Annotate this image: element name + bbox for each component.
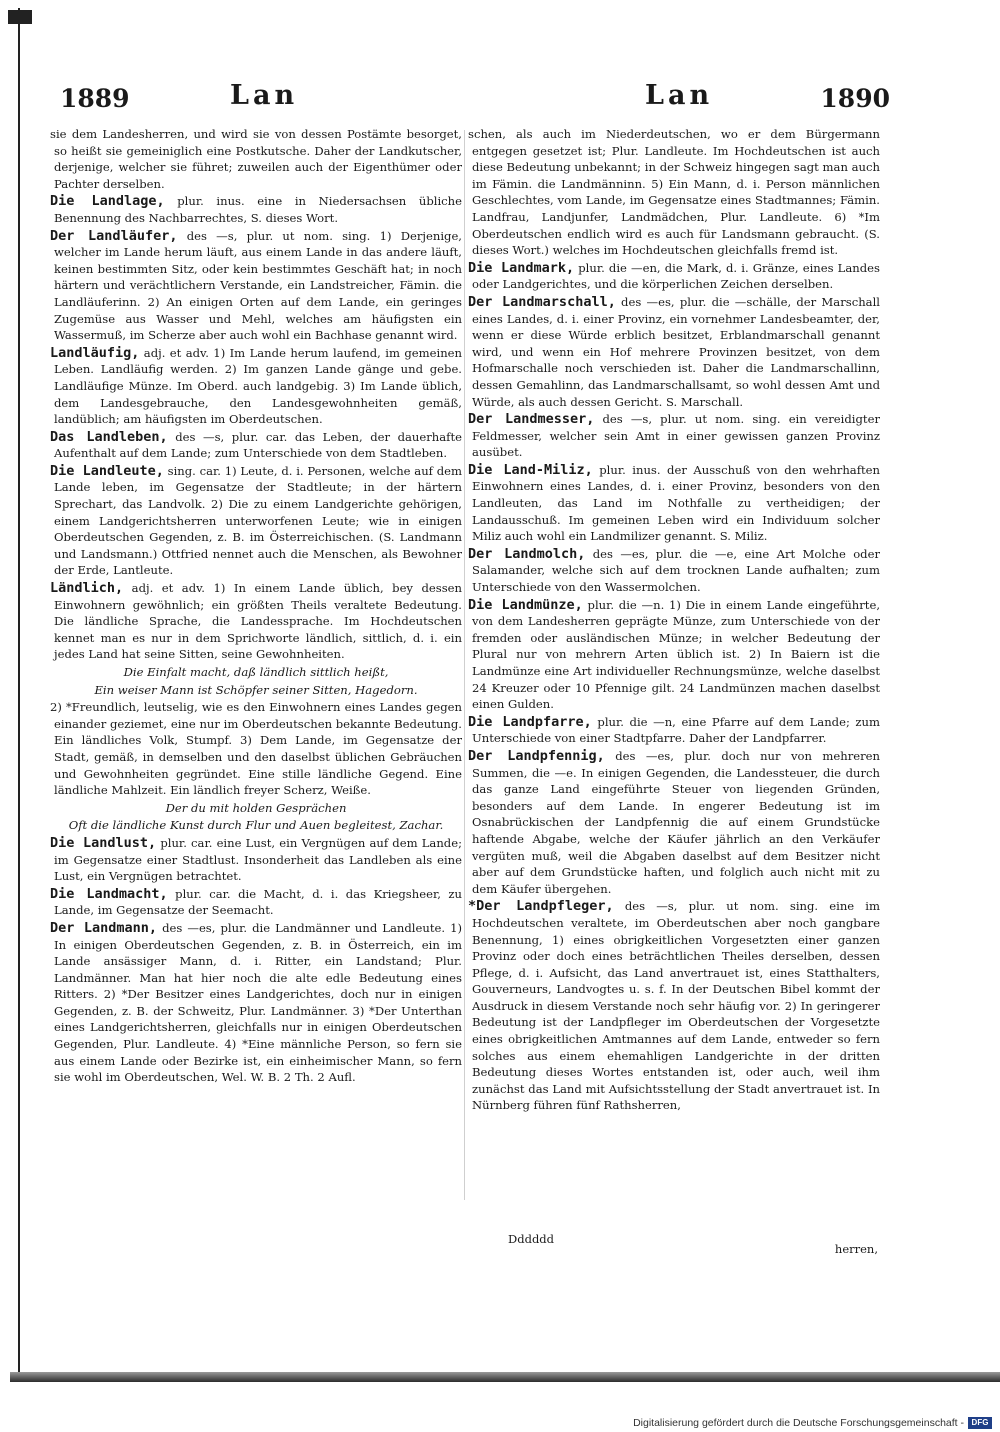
verse-quote: Ein weiser Mann ist Schöpfer seiner Sitten, Hagedorn. (94, 682, 418, 697)
entry-headword: *Der Landpfleger, (468, 898, 614, 915)
entry-body: plur. die —n. 1) Die in einem Lande eingeführte, von dem Landesherren geprägte Münze, zum Unterschiede von der fremden oder ausländischen Münze; in welcher Bedeutung der Plural nur von mehrern Arten üblich ist. 2) In Baiern ist die Landmünze eine Art individueller Rechnungsmünze, welche daselbst 24 Kreuzer oder 10 Pfennige gilt. 24 Landmünzen machen daselbst einen Gulden. (472, 597, 880, 712)
entry-headword: Die Landlage, (50, 193, 165, 210)
running-head-left: Lan (230, 80, 299, 111)
dictionary-entry (50, 580, 462, 663)
right-column (468, 126, 880, 1236)
entry-body: des —s, plur. ut nom. sing. eine im Hochdeutschen veraltete, im Oberdeutschen aber noch gangbare Benennung, 1) eines obrigkeitlichen Vorgesetzten einer ganzen Provinz oder doch eines beträchtlichen Theiles derselben, dessen Pflege, d. i. Aufsicht, das Land anvertrauet ist, eines Statthalters, Gouverneurs, Landvogtes u. s. f. In der Deutschen Bibel kommt der Ausdruck in diesem Verstande noch sehr häufig vor. 2) In geringerer Bedeutung ist der Landpfleger im Oberdeutschen der Vorgesetzte eines obrigkeitlichen Amtmannes auf dem Lande, entweder so fern solches aus einem ehemahligen Landgerichte in der dritten Bedeutung dieses Wortes entstanden ist, oder auch, weil ihm zunächst das Land mit Aufsichtsstellung der Stadt anvertrauet ist. In Nürnberg führen fünf Rathsherren, (472, 899, 880, 1113)
digitization-footer (633, 1416, 992, 1430)
dictionary-entry (468, 748, 880, 897)
binding-mark (8, 10, 32, 24)
entry-headword: Landläufig, (50, 344, 140, 361)
entry-body: des —s, plur. ut nom. sing. ein vereidigter Feldmesser, welcher sein Amt in einer gewissen ganzen Provinz ausübet. (472, 412, 880, 460)
entry-body: 2) *Freundlich, leutselig, wie es den Einwohnern eines Landes gegen einander geziemet, eine nur im Oberdeutschen bekannte Bedeutung. Ein ländliches Volk, Stumpf. 3) Dem Lande, im Gegensatze der Stadt, gemäß, in demselben und den daselbst üblichen Gebräuchen und Gewohnheiten gegründet. Eine stille ländliche Gegend. Eine ländliche Mahlzeit. Ein ländlich freyer Scherz, Weiße. (50, 700, 462, 798)
entry-body: des —es, plur. doch nur von mehreren Summen, die —e. In einigen Gegenden, die Landessteuer, die durch das ganze Land eingeführte Steuer von liegenden Gründen, besonders auf dem Lande. In engerer Bedeutung ist im Osnabrückischen der Landpfennig die auf einem Grundstücke haftende Abgabe, welche der Käufer jährlich an den Verkäufer vergüten muß, weil die Abgaben daselbst auf dem Besitzer nicht aber auf dem Grundstücke haften, und folglich auch nicht mit zu dem Käufer übergehen. (472, 748, 880, 896)
entry-headword: Die Landmacht, (50, 885, 168, 902)
page-number-left: 1889 (60, 84, 130, 113)
dictionary-entry (468, 260, 880, 293)
dictionary-entry (50, 345, 462, 428)
dictionary-entry (468, 546, 880, 596)
dictionary-entry (468, 898, 880, 1114)
column-divider (464, 130, 465, 1200)
dictionary-entry (50, 429, 462, 462)
entry-body: schen, als auch im Niederdeutschen, wo er dem Bürgermann entgegen gesetzet ist; Plur. Landleute. Im Hochdeutschen ist auch diese Bedeutung unbekannt; in der Schweiz hingegen sagt man auch im Fämin. die Landmänninn. 5) Ein Mann, d. i. Person männlichen Geschlechtes, vom Lande, im Gegensatze eines Stadtmannes; Fämin. Landfrau, Landjunfer, Landmädchen, Plur. Landleute. 6) *Im Oberdeutschen endlich wird es auch für Landsmann gebraucht. (S. dieses Wort.) welches im Hochdeutschen gleichfalls fremd ist. (468, 127, 880, 258)
entry-body: des —es, plur. die —e, eine Art Molche oder Salamander, welche sich auf dem trocknen Lande aufhalten; zum Unterschiede von den Wassermolchen. (472, 546, 880, 595)
page-header (60, 80, 890, 120)
entry-headword: Der Landpfennig, (468, 747, 605, 764)
binding-edge (18, 8, 20, 1378)
entry-body: des —es, plur. die Landmänner und Landleute. 1) In einigen Oberdeutschen Gegenden, z. B. in Österreich, ein im Lande ansässiger Mann, d. i. Ritter, ein Landstand; Plur. Landmänner. Man hat hier noch die alte edle Bedeutung eines Ritters. 2) *Der Besitzer eines Landgerichtes, doch nur in einigen Gegenden, z. B. der Schweitz, Plur. Landmänner. 3) *Der Unterthan eines Landgerichtsherren, gleichfalls nur in einigen Oberdeutschen Gegenden, Plur. Landleute. 4) *Eine männliche Person, so fern sie aus einem Lande oder Bezirke ist, ein einheimischer Mann, so fern sie wohl im Oberdeutschen, Wel. W. B. 2 Th. 2 Aufl. (54, 920, 462, 1085)
entry-headword: Ländlich, (50, 580, 124, 597)
dictionary-entry (468, 597, 880, 713)
entry-body: des —es, plur. die —schälle, der Marschall eines Landes, d. i. einer Provinz, ein vornehmer Landesbeamter, der, wenn er diese Würde erblich besitzet, Erblandmarschall genannt wird, und wenn ein Hof mehrere Provinzen besitzet, von dem Hofmarschalle noch verschieden ist. Daher die Landmarschallinn, dessen Gemahlinn, das Landmarschallsamt, so wohl dessen Amt und Würde, als auch dessen Gericht. S. Marschall. (472, 294, 880, 409)
entry-headword: Die Landmark, (468, 259, 575, 276)
catchword: herren, (834, 1242, 878, 1256)
entry-body: plur. die —n, eine Pfarre auf dem Lande; zum Unterschiede von einer Stadtpfarre. Daher der Landpfarrer. (472, 714, 880, 746)
entry-headword: Die Landmünze, (468, 596, 583, 613)
entry-headword: Das Landleben, (50, 428, 168, 445)
entry-headword: Der Landmolch, (468, 545, 586, 562)
entry-headword: Der Landläufer, (50, 227, 178, 244)
entry-headword: Der Landmann, (50, 919, 158, 936)
left-column (50, 126, 462, 1226)
dfg-logo: DFG (968, 1417, 992, 1429)
dictionary-entry (50, 126, 462, 192)
entry-body: sie dem Landesherren, und wird sie von dessen Postämte besorget, so heißt sie gemeiniglich eine Postkutsche. Daher der Landkutscher, derjenige, welcher sie führet; zuweilen auch der Eigenthümer oder Pachter derselben. (50, 127, 462, 191)
verse-quote: Der du mit holden Gesprächen (165, 800, 347, 815)
dictionary-entry (50, 835, 462, 885)
verse-quote: Oft die ländliche Kunst durch Flur und Auen begleitest, Zachar. (68, 818, 444, 833)
entry-headword: Die Landpfarre, (468, 713, 592, 730)
dictionary-entry (468, 462, 880, 545)
signature-mark: Dddddd (508, 1232, 555, 1246)
dictionary-entry (50, 886, 462, 919)
dictionary-entry (50, 920, 462, 1086)
entry-body: des —s, plur. ut nom. sing. 1) Derjenige, welcher im Lande herum läuft, aus einem Lande in das andere läuft, keinen bestimmten Sitz, oder kein bestimmtes Geschäft hat; in noch härtern und verächtlichern Verstande, ein Landstreicher, Fämin. die Landläuferinn. 2) An einigen Orten auf dem Lande, ein geringes Zugemüse aus Wasser und Mehl, welches am häufigsten ein Wassermuß, im Scherze aber auch wohl ein Bachhase genannt wird. (54, 228, 462, 343)
entry-headword: Der Landmarschall, (468, 293, 616, 310)
entry-headword: Der Landmesser, (468, 411, 595, 428)
entry-body: plur. inus. eine in Niedersachsen übliche Benennung des Nachbarrechtes, S. dieses Wort. (54, 194, 462, 225)
verse-quote: Die Einfalt macht, daß ländlich sittlich heißt, (123, 665, 389, 679)
entry-body: plur. car. eine Lust, ein Vergnügen auf dem Lande; im Gegensatze einer Stadtlust. Insonderheit das Landleben als eine Lust, ein Vergnügen betrachtet. (54, 835, 462, 884)
dictionary-entry (50, 463, 462, 579)
dictionary-entry (468, 294, 880, 410)
entry-body: adj. et adv. 1) In einem Lande üblich, bey dessen Einwohnern gewöhnlich; ein größten Theils veraltete Bedeutung. Die ländliche Sprache, die Landessprache. Im Hochdeutschen kennet man es nur in dem Sprichworte ländlich, sittlich, d. i. ein jedes Land hat seine Sitten, seine Gewohnheiten. (54, 581, 462, 662)
catchword-line (508, 1232, 878, 1256)
scan-edge-band (10, 1372, 1000, 1382)
page-number-right: 1890 (820, 84, 890, 113)
entry-body: plur. inus. der Ausschuß von den wehrhaften Einwohnern eines Landes, d. i. einer Provinz, besonders von den Landleuten, das Land im Nothfalle zu vertheidigen; der Landausschuß. Im gemeinen Leben wird ein Individuum solcher Miliz auch wohl ein Landmilizer genannt. S. Miliz. (472, 462, 880, 544)
entry-headword: Die Landleute, (50, 462, 164, 479)
entry-headword: Die Land-Miliz, (468, 461, 593, 478)
entry-body: adj. et adv. 1) Im Lande herum laufend, im gemeinen Leben. Landläufig werden. 2) Im ganzen Lande gänge und gebe. Landläufige Münze. Im Oberd. auch landgebig. 3) Im Lande üblich, dem Landesgebrauche, den Landesgewohnheiten gemäß, landüblich; am häufigsten im Oberdeutschen. (54, 345, 462, 427)
dictionary-entry (468, 126, 880, 259)
entry-body: plur. car. die Macht, d. i. das Kriegsheer, zu Lande, im Gegensatze der Seemacht. (54, 886, 462, 918)
entry-headword: Die Landlust, (50, 834, 157, 851)
dictionary-entry (468, 714, 880, 747)
dictionary-entry (50, 228, 462, 344)
entry-body: des —s, plur. car. das Leben, der dauerhafte Aufenthalt auf dem Lande; zum Unterschiede von dem Stadtleben. (54, 429, 462, 461)
entry-body: sing. car. 1) Leute, d. i. Personen, welche auf dem Lande leben, im Gegensatze der Stadtleute; in der härtern Sprechart, das Landvolk. 2) Die zu einem Landgerichte gehörigen, einem Landgerichtsherren unterworfenen Leute; wie in einigen Oberdeutschen Gegenden, z. B. im Österreichischen. (S. Landmann und Landsmann.) Ottfried nennet auch die Menschen, als Bewohner der Erde, Lantleute. (54, 463, 462, 578)
footer-text: Digitalisierung gefördert durch die Deutsche Forschungsgemeinschaft - (633, 1417, 964, 1429)
running-head-right: Lan (645, 80, 714, 111)
dictionary-entry (468, 411, 880, 461)
entry-body: plur. die —en, die Mark, d. i. Gränze, eines Landes oder Landgerichtes, und die körperlichen Zeichen derselben. (472, 260, 880, 292)
dictionary-entry (50, 699, 462, 799)
dictionary-entry (50, 193, 462, 226)
